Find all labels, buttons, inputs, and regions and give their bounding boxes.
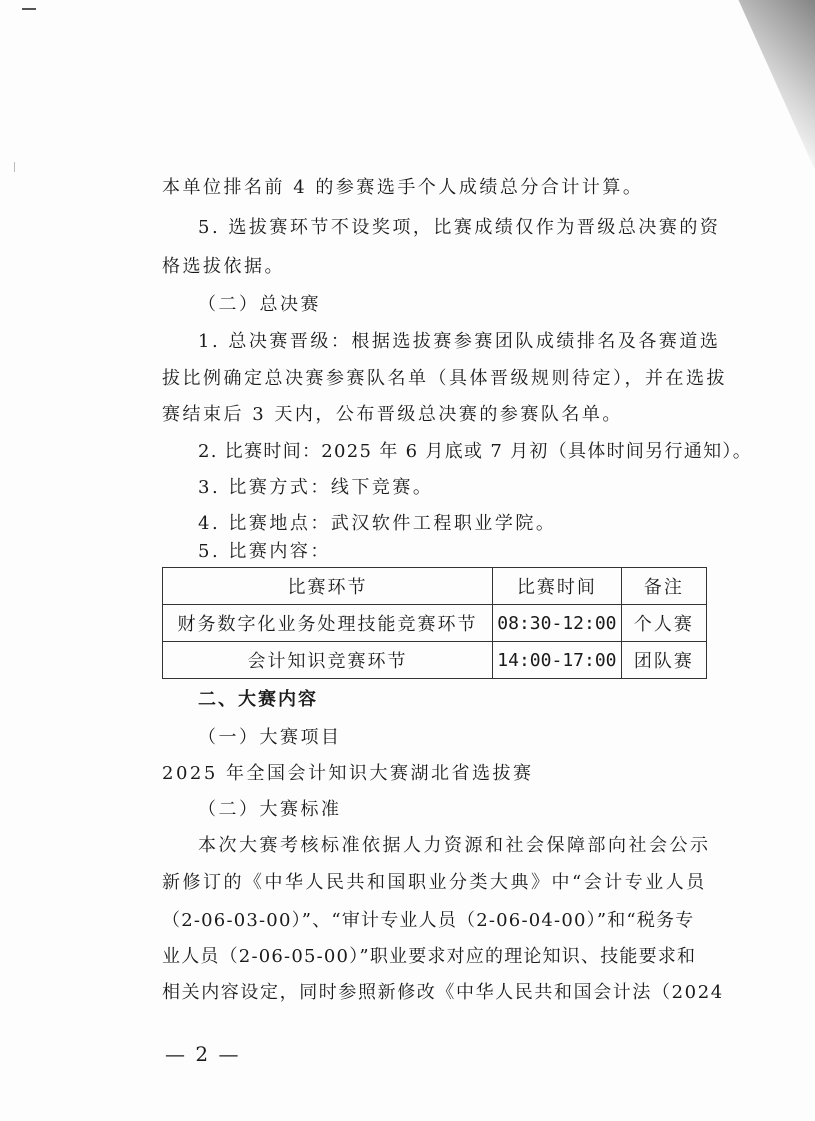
paragraph-line: 3. 比赛方式：线下竞赛。 — [198, 477, 434, 498]
paragraph-line: 2025 年全国会计知识大赛湖北省选拔赛 — [162, 763, 534, 784]
scan-mark — [22, 8, 36, 10]
table-header-row — [163, 568, 707, 605]
table-cell: 财务数字化业务处理技能竞赛环节 — [163, 605, 493, 642]
paragraph-line: 本次大赛考核标准依据人力资源和社会保障部向社会公示 — [198, 835, 711, 856]
paragraph-line: 赛结束后 3 天内，公布晋级总决赛的参赛队名单。 — [162, 404, 623, 425]
table-cell: 14:00-17:00 — [493, 642, 622, 679]
paragraph-line: 5. 比赛内容： — [198, 541, 331, 562]
table-cell: 团队赛 — [621, 642, 706, 679]
subsection-heading: （二）总决赛 — [198, 294, 321, 315]
paragraph-line: 相关内容设定，同时参照新修改《中华人民共和国会计法（2024 — [162, 982, 724, 1003]
table-cell: 会计知识竞赛环节 — [163, 642, 493, 679]
paragraph-line: 格选拔依据。 — [162, 256, 285, 277]
table-header-cell: 比赛环节 — [163, 568, 493, 605]
page-corner-shadow — [725, 0, 815, 170]
paragraph-line: 2. 比赛时间：2025 年 6 月底或 7 月初（具体时间另行通知）。 — [198, 441, 753, 462]
paragraph-line: （2-06-03-00）”、“审计专业人员（2-06-04-00）”和“税务专 — [162, 910, 695, 931]
section-heading: 二、大赛内容 — [198, 689, 318, 710]
competition-schedule-table — [162, 567, 707, 679]
table-header-cell: 比赛时间 — [493, 568, 622, 605]
table-cell: 08:30-12:00 — [493, 605, 622, 642]
paragraph-line: 新修订的《中华人民共和国职业分类大典》中“会计专业人员 — [162, 872, 707, 893]
paragraph-line: 5. 选拔赛环节不设奖项，比赛成绩仅作为晋级总决赛的资 — [198, 217, 721, 238]
page-number: — 2 — — [165, 1042, 241, 1066]
paragraph-line: 1. 总决赛晋级：根据选拔赛参赛团队成绩排名及各赛道选 — [198, 331, 721, 352]
table-cell: 个人赛 — [621, 605, 706, 642]
paragraph-line: 业人员（2-06-05-00）”职业要求对应的理论知识、技能要求和 — [162, 946, 697, 967]
paragraph-line: 4. 比赛地点：武汉软件工程职业学院。 — [198, 513, 557, 534]
subsection-heading: （二）大赛标准 — [198, 799, 342, 820]
table-header-cell: 备注 — [621, 568, 706, 605]
table-row — [163, 642, 707, 679]
paragraph-line: 拔比例确定总决赛参赛队名单（具体晋级规则待定），并在选拔 — [162, 368, 727, 389]
paragraph-line: 本单位排名前 4 的参赛选手个人成绩总分合计计算。 — [162, 177, 644, 198]
subsection-heading: （一）大赛项目 — [198, 727, 342, 748]
scan-mark — [14, 162, 15, 172]
table-row — [163, 605, 707, 642]
